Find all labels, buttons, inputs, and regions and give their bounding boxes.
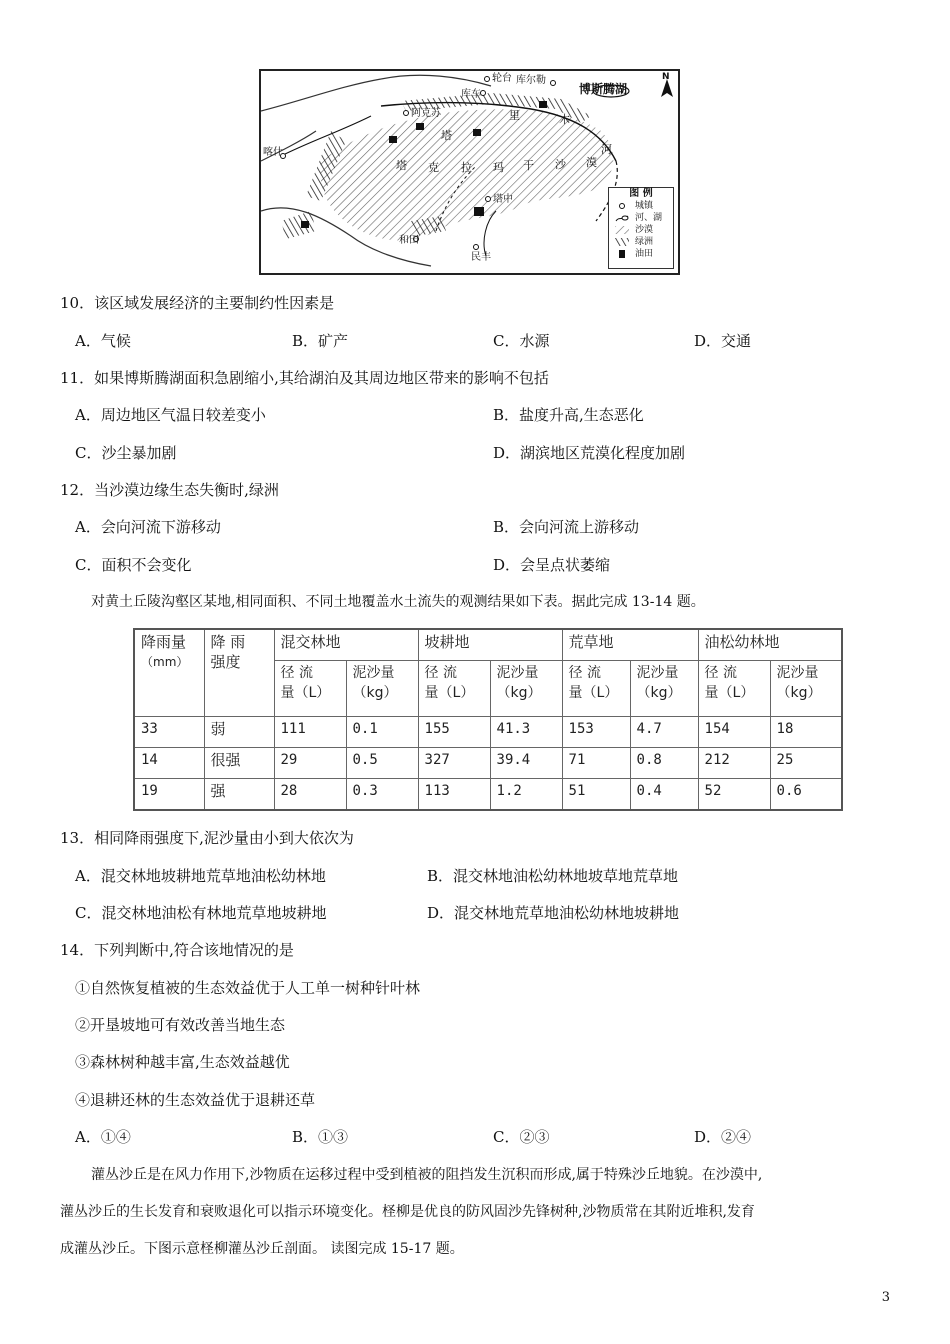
q12-stem: 12．当沙漠边缘生态失衡时,绿洲 [60, 481, 279, 499]
header-land-1: 坡耕地 [418, 629, 562, 661]
q14-stem: 14．下列判断中,符合该地情况的是 [60, 941, 294, 959]
sub-silt-a: 泥沙量 [636, 665, 679, 682]
legend-label-oilfield: 油田 [635, 249, 654, 259]
q13-option-c: C．混交林地油松有林地荒草地坡耕地 [75, 904, 327, 922]
map-legend [608, 187, 674, 269]
label-minfeng: 民丰 [471, 252, 491, 263]
sub-silt-a: 泥沙量 [496, 665, 539, 682]
q11-option-b: B．盐度升高,生态恶化 [493, 406, 644, 424]
legend-item-oilfield [609, 248, 673, 260]
q14-option-c: C．②③ [493, 1128, 550, 1146]
legend-item-desert [609, 224, 673, 236]
table-header-row [134, 629, 842, 661]
sub-silt [490, 661, 562, 717]
q10-stem: 10．该区域发展经济的主要制约性因素是 [60, 294, 335, 312]
passage-line-2: 灌丛沙丘的生长发育和衰败退化可以指示环境变化。柽柳是优良的防风固沙先锋树种,沙物质常在其附近堆积,发育 [60, 1204, 755, 1220]
sub-silt-a: 泥沙量 [352, 665, 395, 682]
header-land-2: 荒草地 [562, 629, 698, 661]
desert-area [320, 109, 613, 240]
header-rain-unit: （mm） [141, 655, 189, 669]
sub-runoff [274, 661, 346, 717]
header-land-0: 混交林地 [274, 629, 418, 661]
label-bosten: 博斯腾湖 [579, 82, 628, 96]
table-cell: 0.3 [346, 778, 418, 810]
header-land-3: 油松幼林地 [698, 629, 842, 661]
header-intensity-a: 降 雨 [210, 633, 246, 651]
label-ta: 塔 [441, 129, 452, 142]
table-cell: 155 [418, 716, 490, 747]
label-luntai: 轮台 [492, 73, 512, 84]
table-row [134, 716, 842, 747]
sub-runoff-a: 径 流 [280, 665, 313, 682]
table-cell: 153 [562, 716, 630, 747]
q10-option-b: B．矿产 [292, 332, 349, 350]
label-akesu: 阿克苏 [411, 108, 441, 119]
table-cell: 0.8 [630, 747, 698, 778]
oilfield-3 [473, 129, 481, 136]
legend-title: 图 例 [629, 188, 653, 199]
table-cell: 33 [134, 716, 204, 747]
table-cell: 0.5 [346, 747, 418, 778]
q14-statement-2: ②开垦坡地可有效改善当地生态 [75, 1016, 286, 1034]
q11-option-a: A．周边地区气温日较差变小 [75, 406, 266, 424]
table-cell: 154 [698, 716, 770, 747]
q10-option-d: D．交通 [694, 332, 752, 350]
q12-option-b: B．会向河流上游移动 [493, 518, 640, 536]
header-intensity-b: 强度 [210, 653, 241, 671]
river-lake-icon [615, 214, 629, 222]
soil-erosion-table [133, 628, 843, 811]
label-hetian: 和田 [399, 235, 419, 246]
table-cell: 29 [274, 747, 346, 778]
desert-icon [615, 226, 629, 234]
label-kuche: 库车 [461, 89, 481, 100]
label-north: N [662, 72, 670, 82]
q14-option-d: D．②④ [694, 1128, 752, 1146]
sub-runoff [418, 661, 490, 717]
legend-item-town [609, 200, 673, 212]
q14-statement-4: ④退耕还林的生态效益优于退耕还草 [75, 1091, 316, 1109]
label-li: 里 [509, 109, 520, 122]
sub-runoff [698, 661, 770, 717]
table-cell: 很强 [204, 747, 274, 778]
oilfield-icon [615, 250, 629, 258]
legend-item-river-lake [609, 212, 673, 224]
sub-silt [346, 661, 418, 717]
passage-line-1: 灌丛沙丘是在风力作用下,沙物质在运移过程中受到植被的阻挡发生沉积而形成,属于特殊沙丘地貌。在沙漠中, [91, 1167, 763, 1183]
sub-runoff-a: 径 流 [704, 665, 737, 682]
table-row [134, 747, 842, 778]
oilfield-5 [474, 207, 484, 216]
q10-option-a: A．气候 [75, 332, 131, 350]
header-rain [134, 629, 204, 716]
table-cell: 52 [698, 778, 770, 810]
table-cell: 4.7 [630, 716, 698, 747]
table-cell: 弱 [204, 716, 274, 747]
table-cell: 19 [134, 778, 204, 810]
label-desert-3: 玛 [493, 161, 504, 174]
sub-runoff-a: 径 流 [568, 665, 601, 682]
q14-option-b: B．①③ [292, 1128, 349, 1146]
table-cell: 0.1 [346, 716, 418, 747]
town-luntai [485, 77, 490, 82]
sub-silt-b: （kg） [496, 685, 542, 702]
label-desert-6: 漠 [586, 156, 597, 169]
oilfield-1 [539, 101, 547, 108]
table-cell: 25 [770, 747, 842, 778]
table-cell: 212 [698, 747, 770, 778]
intro-13-14: 对黄土丘陵沟壑区某地,相同面积、不同土地覆盖水土流失的观测结果如下表。据此完成 13-14 题。 [91, 594, 705, 610]
q11-option-d: D．湖滨地区荒漠化程度加剧 [493, 444, 686, 462]
passage-line-3: 成灌丛沙丘。下图示意柽柳灌丛沙丘剖面。 读图完成 15-17 题。 [60, 1241, 464, 1257]
sub-silt-a: 泥沙量 [776, 665, 819, 682]
label-kuerle: 库尔勒 [516, 75, 546, 86]
table-cell: 14 [134, 747, 204, 778]
sub-runoff [562, 661, 630, 717]
sub-silt [630, 661, 698, 717]
tarim-basin-map [259, 69, 680, 275]
label-desert-2: 拉 [461, 161, 472, 174]
oasis-icon [615, 238, 629, 246]
sub-runoff-b: 量（L） [568, 685, 619, 702]
town-tazhong [486, 197, 491, 202]
label-kashi: 喀什 [263, 147, 283, 158]
table-cell: 0.6 [770, 778, 842, 810]
q14-statement-3: ③森林树种越丰富,生态效益越优 [75, 1053, 290, 1071]
table-cell: 327 [418, 747, 490, 778]
sub-runoff-b: 量（L） [280, 685, 331, 702]
town-akesu [404, 111, 409, 116]
table-cell: 强 [204, 778, 274, 810]
table-cell: 111 [274, 716, 346, 747]
oilfield-2 [416, 123, 424, 130]
q12-option-d: D．会呈点状萎缩 [493, 556, 611, 574]
legend-label-river-lake: 河、湖 [635, 213, 663, 223]
sub-silt-b: （kg） [636, 685, 682, 702]
sub-silt-b: （kg） [352, 685, 398, 702]
table-cell: 51 [562, 778, 630, 810]
table-cell: 71 [562, 747, 630, 778]
legend-label-desert: 沙漠 [635, 225, 654, 235]
oilfield-6 [301, 221, 309, 228]
table-cell: 18 [770, 716, 842, 747]
q14-option-a: A．①④ [75, 1128, 131, 1146]
table-cell: 39.4 [490, 747, 562, 778]
q11-option-c: C．沙尘暴加剧 [75, 444, 177, 462]
legend-label-oasis: 绿洲 [635, 237, 654, 247]
q10-option-c: C．水源 [493, 332, 550, 350]
sub-silt [770, 661, 842, 717]
town-kuerle [551, 81, 556, 86]
table-cell: 0.4 [630, 778, 698, 810]
header-rain-label: 降雨量 [141, 633, 187, 651]
sub-runoff-b: 量（L） [704, 685, 755, 702]
page-number: 3 [881, 1290, 890, 1305]
q12-option-a: A．会向河流下游移动 [75, 518, 221, 536]
label-desert-4: 干 [523, 159, 534, 172]
sub-silt-b: （kg） [776, 685, 822, 702]
q13-option-b: B．混交林地油松幼林地坡草地荒草地 [427, 867, 679, 885]
table-cell: 1.2 [490, 778, 562, 810]
q13-option-a: A．混交林地坡耕地荒草地油松幼林地 [75, 867, 326, 885]
header-intensity [204, 629, 274, 716]
label-he: 河 [601, 143, 612, 156]
table-cell: 28 [274, 778, 346, 810]
label-desert-0: 塔 [396, 159, 407, 172]
q11-stem: 11．如果博斯腾湖面积急剧缩小,其给湖泊及其周边地区带来的影响不包括 [60, 369, 549, 387]
town-kuche [481, 91, 486, 96]
q12-option-c: C．面积不会变化 [75, 556, 192, 574]
table-cell: 41.3 [490, 716, 562, 747]
oilfield-4 [389, 136, 397, 143]
q13-option-d: D．混交林地荒草地油松幼林地坡耕地 [427, 904, 680, 922]
legend-item-oasis [609, 236, 673, 248]
sub-runoff-a: 径 流 [424, 665, 457, 682]
q14-statement-1: ①自然恢复植被的生态效益优于人工单一树种针叶林 [75, 979, 421, 997]
legend-label-town: 城镇 [635, 201, 654, 211]
label-desert-1: 克 [428, 161, 439, 174]
oasis-southwest [281, 211, 316, 239]
label-tazhong: 塔中 [493, 194, 513, 205]
table-cell: 113 [418, 778, 490, 810]
town-icon [615, 202, 629, 210]
town-minfeng [474, 245, 479, 250]
label-mu: 木 [559, 113, 570, 126]
minfeng-river [484, 211, 496, 256]
table-row [134, 778, 842, 810]
label-desert-5: 沙 [555, 158, 566, 171]
q13-stem: 13．相同降雨强度下,泥沙量由小到大依次为 [60, 829, 354, 847]
sub-runoff-b: 量（L） [424, 685, 475, 702]
